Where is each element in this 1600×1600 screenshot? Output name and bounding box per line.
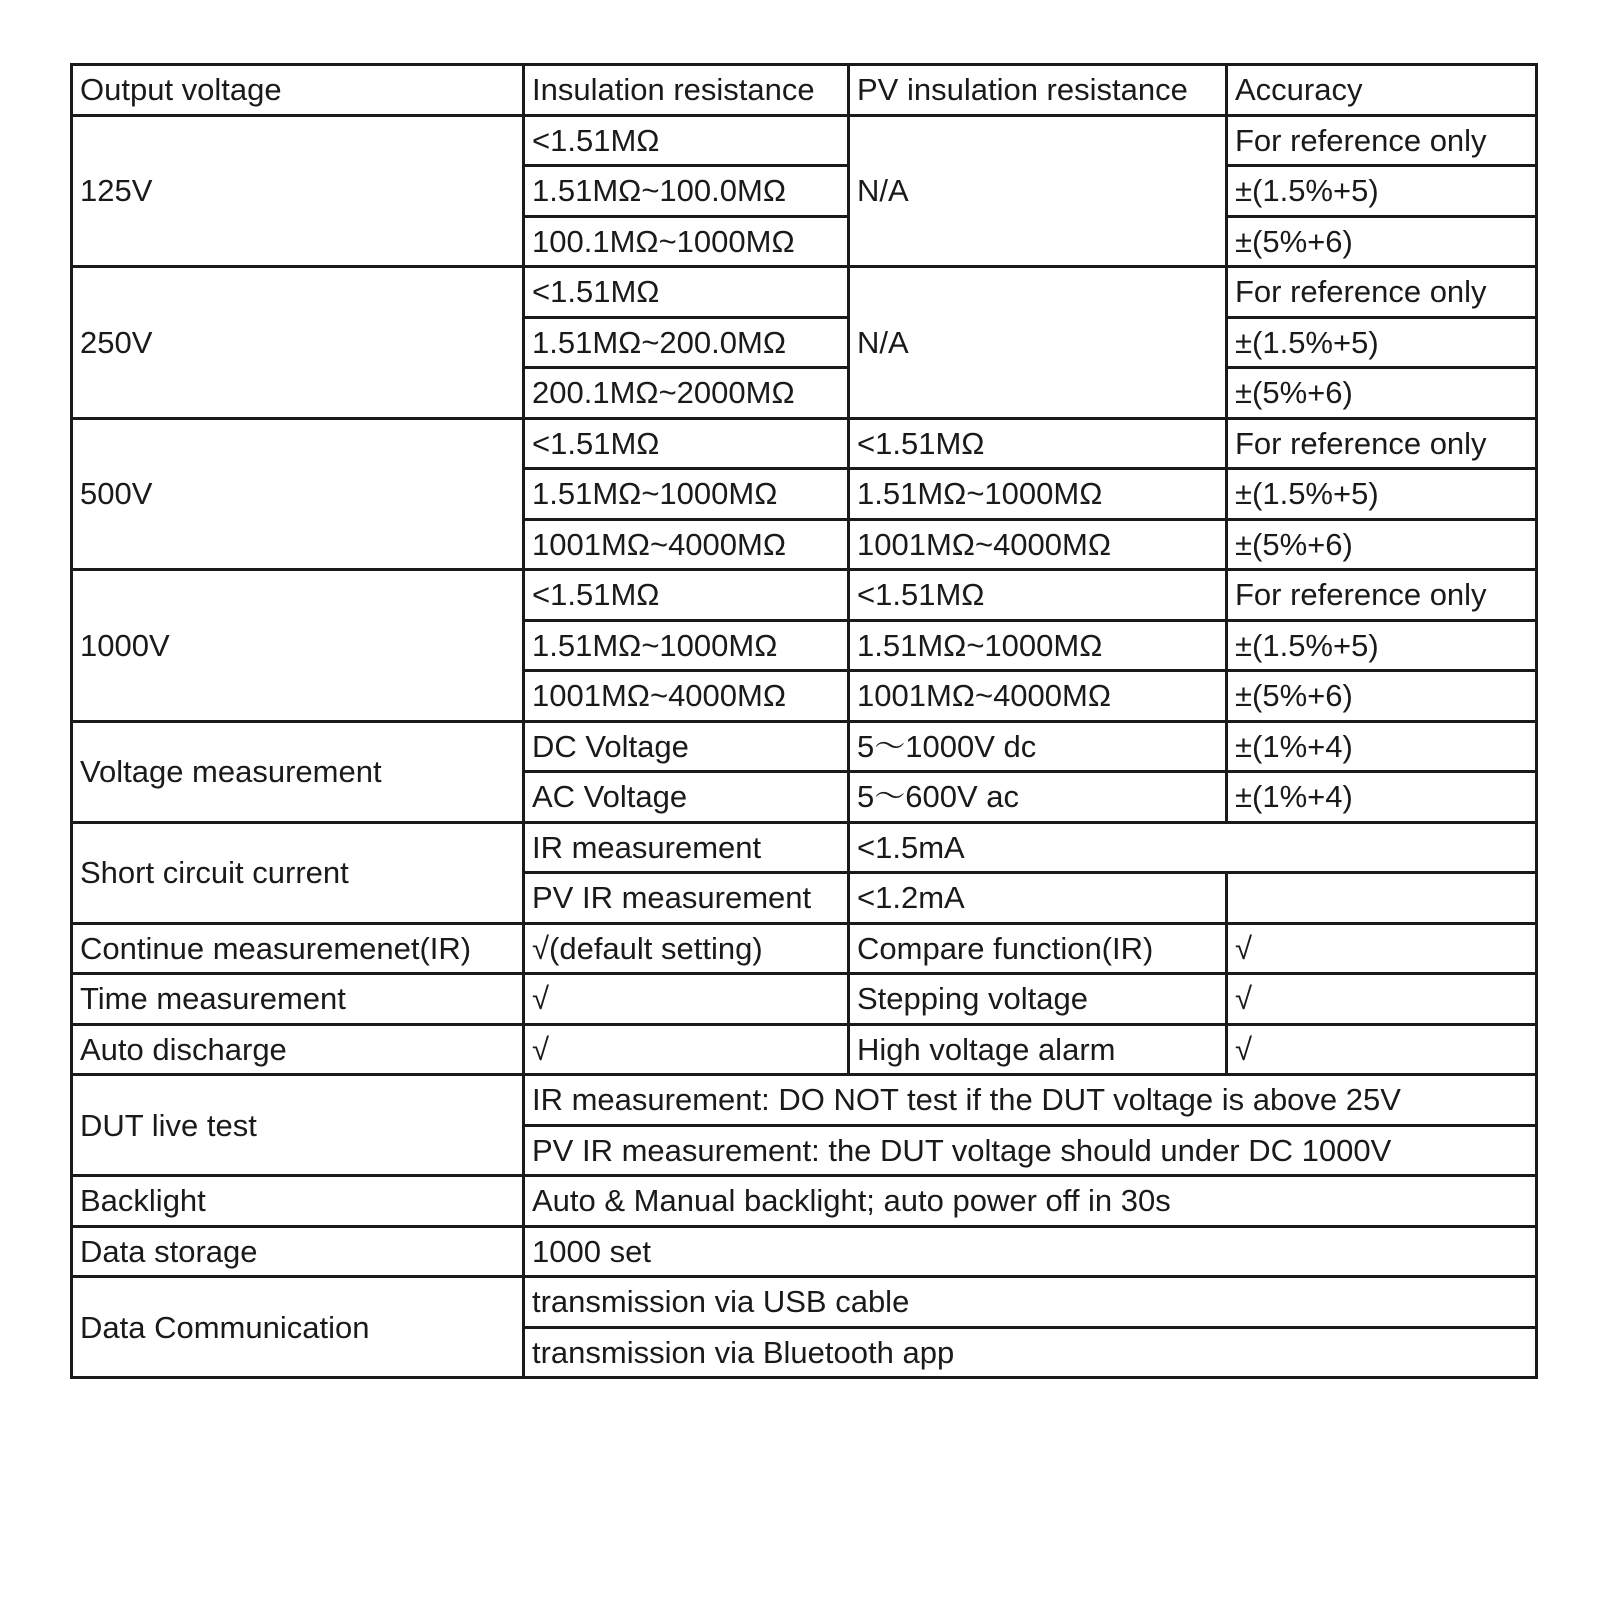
header-insulation-resistance: Insulation resistance (524, 65, 849, 116)
pv-cell: <1.51MΩ (849, 570, 1227, 621)
continue-measurement-label: Continue measuremenet(IR) (72, 923, 524, 974)
ir-cell: 1001MΩ~4000MΩ (524, 519, 849, 570)
data-storage-label: Data storage (72, 1226, 524, 1277)
ir-cell: <1.51MΩ (524, 418, 849, 469)
voltage-1000v: 1000V (72, 570, 524, 722)
accuracy-cell: ±(1.5%+5) (1227, 166, 1537, 217)
backlight-value: Auto & Manual backlight; auto power off in 30s (524, 1176, 1537, 1227)
spec-table (70, 63, 1538, 1379)
dc-voltage-name: DC Voltage (524, 721, 849, 772)
backlight-label: Backlight (72, 1176, 524, 1227)
ir-cell: 1.51MΩ~200.0MΩ (524, 317, 849, 368)
compare-function-label: Compare function(IR) (849, 923, 1227, 974)
pv-cell: N/A (849, 267, 1227, 419)
voltage-500v: 500V (72, 418, 524, 570)
short-circuit-pv-value: <1.2mA (849, 873, 1227, 924)
accuracy-cell: For reference only (1227, 570, 1537, 621)
table-row (72, 1176, 1537, 1227)
compare-function-value: √ (1227, 923, 1537, 974)
table-row (72, 115, 1537, 166)
ir-cell: <1.51MΩ (524, 115, 849, 166)
accuracy-cell: For reference only (1227, 267, 1537, 318)
ir-cell: 1.51MΩ~1000MΩ (524, 620, 849, 671)
header-row (72, 65, 1537, 116)
table-row (72, 721, 1537, 772)
ir-cell: 200.1MΩ~2000MΩ (524, 368, 849, 419)
high-voltage-alarm-value: √ (1227, 1024, 1537, 1075)
table-row (72, 923, 1537, 974)
accuracy-cell: ±(1.5%+5) (1227, 469, 1537, 520)
dut-ir-note: IR measurement: DO NOT test if the DUT voltage is above 25V (524, 1075, 1537, 1126)
pv-cell: 1001MΩ~4000MΩ (849, 519, 1227, 570)
stepping-voltage-label: Stepping voltage (849, 974, 1227, 1025)
table-row (72, 1277, 1537, 1328)
table-row (72, 1024, 1537, 1075)
accuracy-cell: For reference only (1227, 418, 1537, 469)
table-row (72, 1075, 1537, 1126)
dc-voltage-range: 5～1000V dc (849, 721, 1227, 772)
accuracy-cell: ±(5%+6) (1227, 216, 1537, 267)
header-output-voltage: Output voltage (72, 65, 524, 116)
stepping-voltage-value: √ (1227, 974, 1537, 1025)
auto-discharge-value: √ (524, 1024, 849, 1075)
data-communication-label: Data Communication (72, 1277, 524, 1378)
accuracy-cell: ±(5%+6) (1227, 671, 1537, 722)
dc-voltage-accuracy: ±(1%+4) (1227, 721, 1537, 772)
short-circuit-ir-value: <1.5mA (849, 822, 1537, 873)
ir-cell: 1.51MΩ~1000MΩ (524, 469, 849, 520)
table-row (72, 822, 1537, 873)
time-measurement-label: Time measurement (72, 974, 524, 1025)
ir-cell: 1001MΩ~4000MΩ (524, 671, 849, 722)
short-circuit-pv-name: PV IR measurement (524, 873, 849, 924)
data-storage-value: 1000 set (524, 1226, 1537, 1277)
accuracy-cell: ±(1.5%+5) (1227, 620, 1537, 671)
ir-cell: <1.51MΩ (524, 570, 849, 621)
pv-cell: 1001MΩ~4000MΩ (849, 671, 1227, 722)
accuracy-cell: ±(5%+6) (1227, 368, 1537, 419)
auto-discharge-label: Auto discharge (72, 1024, 524, 1075)
continue-measurement-value: √(default setting) (524, 923, 849, 974)
dut-pv-note: PV IR measurement: the DUT voltage should under DC 1000V (524, 1125, 1537, 1176)
ac-voltage-accuracy: ±(1%+4) (1227, 772, 1537, 823)
time-measurement-value: √ (524, 974, 849, 1025)
pv-cell: N/A (849, 115, 1227, 267)
ir-cell: <1.51MΩ (524, 267, 849, 318)
data-communication-bluetooth: transmission via Bluetooth app (524, 1327, 1537, 1378)
voltage-250v: 250V (72, 267, 524, 419)
pv-cell: 1.51MΩ~1000MΩ (849, 469, 1227, 520)
empty-cell (1227, 873, 1537, 924)
table-row (72, 974, 1537, 1025)
table-row (72, 267, 1537, 318)
table-row (72, 418, 1537, 469)
ir-cell: 1.51MΩ~100.0MΩ (524, 166, 849, 217)
short-circuit-label: Short circuit current (72, 822, 524, 923)
short-circuit-ir-name: IR measurement (524, 822, 849, 873)
table-row (72, 1226, 1537, 1277)
accuracy-cell: For reference only (1227, 115, 1537, 166)
pv-cell: <1.51MΩ (849, 418, 1227, 469)
ir-cell: 100.1MΩ~1000MΩ (524, 216, 849, 267)
pv-cell: 1.51MΩ~1000MΩ (849, 620, 1227, 671)
voltage-measurement-label: Voltage measurement (72, 721, 524, 822)
voltage-125v: 125V (72, 115, 524, 267)
ac-voltage-name: AC Voltage (524, 772, 849, 823)
table-row (72, 570, 1537, 621)
dut-live-test-label: DUT live test (72, 1075, 524, 1176)
accuracy-cell: ±(1.5%+5) (1227, 317, 1537, 368)
accuracy-cell: ±(5%+6) (1227, 519, 1537, 570)
high-voltage-alarm-label: High voltage alarm (849, 1024, 1227, 1075)
data-communication-usb: transmission via USB cable (524, 1277, 1537, 1328)
header-pv-insulation-resistance: PV insulation resistance (849, 65, 1227, 116)
header-accuracy: Accuracy (1227, 65, 1537, 116)
ac-voltage-range: 5～600V ac (849, 772, 1227, 823)
